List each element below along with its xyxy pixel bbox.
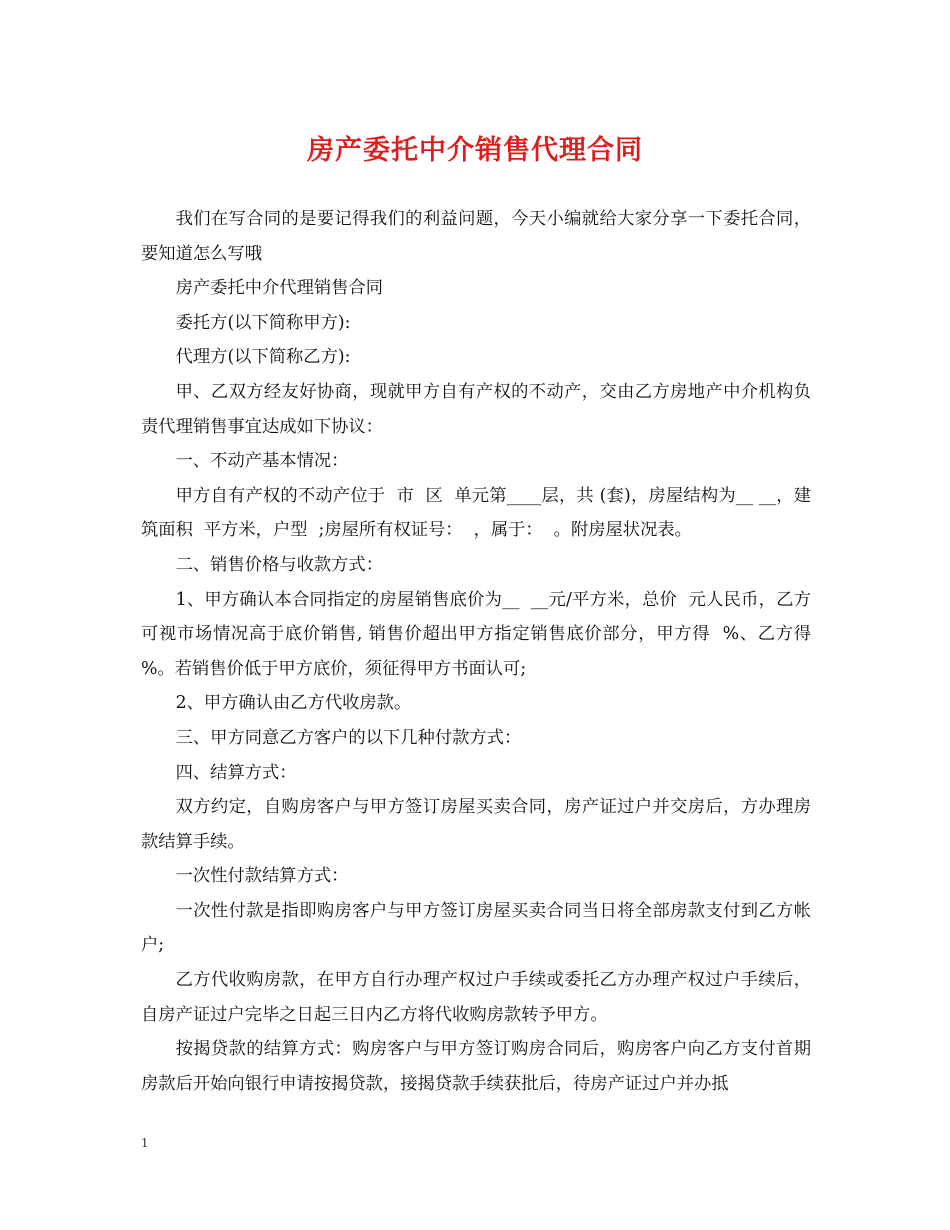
heading-lump-sum: 一次性付款结算方式：	[175, 866, 349, 887]
document-title: 房产委托中介销售代理合同	[307, 135, 643, 166]
document-body	[141, 202, 822, 1101]
paragraph-party-a: 委托方(以下简称甲方):	[175, 312, 351, 333]
heading-settlement: 四、结算方式：	[175, 762, 297, 783]
paragraph-mortgage-settlement: 按揭贷款的结算方式：购房客户与甲方签订购房合同后，购房客户向乙方支付首期房款后开始向银行申请按揭贷款，接揭贷款手续获批后，待房产证过户并办抵	[141, 1039, 811, 1094]
paragraph-party-b: 代理方(以下简称乙方):	[175, 347, 351, 368]
paragraph-agreement: 甲、乙双方经友好协商，现就甲方自有产权的不动产，交由乙方房地产中介机构负责代理销售事宜达成如下协议：	[141, 381, 811, 437]
heading-price-payment: 二、销售价格与收款方式：	[175, 554, 383, 575]
paragraph-price-clause-1: 1、甲方确认本合同指定的房屋销售底价为__ __元/平方米，总价 元人民币，乙方可视市场情况高于底价销售, 销售价超出甲方指定销售底价部分，甲方得 %、乙方得 %。若销售价低于甲方底价，须征得甲方书面认可;	[141, 589, 822, 679]
paragraph-lump-sum-transfer: 乙方代收购房款，在甲方自行办理产权过户手续或委托乙方办理产权过户手续后，自房产证过户完毕之日起三日内乙方将代收购房款转予甲方。	[141, 970, 811, 1025]
paragraph-property-details: 甲方自有产权的不动产位于 市 区 单元第____层，共 (套)，房屋结构为__ __，建筑面积 平方米，户型 ;房屋所有权证号： ，属于： 。附房屋状况表。	[141, 485, 811, 541]
paragraph-contract-name: 房产委托中介代理销售合同	[175, 278, 383, 299]
paragraph-intro: 我们在写合同的是要记得我们的利益问题，今天小编就给大家分享一下委托合同，要知道怎么写哦	[141, 209, 811, 264]
paragraph-price-clause-2: 2、甲方确认由乙方代收房款。	[175, 693, 412, 714]
paragraph-lump-sum-definition: 一次性付款是指即购房客户与甲方签订房屋买卖合同当日将全部房款支付到乙方帐户;	[141, 900, 811, 956]
heading-payment-methods: 三、甲方同意乙方客户的以下几种付款方式：	[175, 727, 522, 748]
heading-property-info: 一、不动产基本情况：	[175, 451, 349, 472]
paragraph-settlement-agreement: 双方约定，自购房客户与甲方签订房屋买卖合同，房产证过户并交房后，方办理房款结算手续。	[141, 797, 811, 852]
page-number: 1	[141, 1136, 148, 1151]
